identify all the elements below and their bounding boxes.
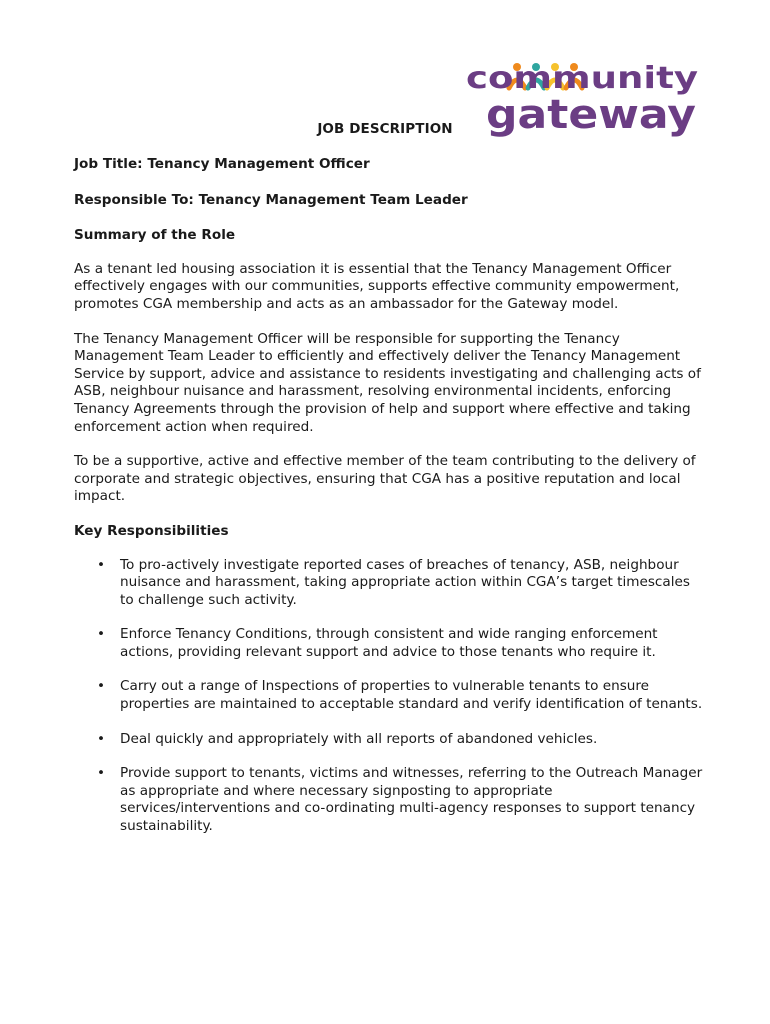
bullet-icon: • bbox=[97, 730, 106, 747]
responsibility-text: Carry out a range of Inspections of properties to vulnerable tenants to ensure properties are maintained to acceptable standard and verify identification of tenants. bbox=[120, 678, 703, 713]
responsibility-text: Deal quickly and appropriately with all reports of abandoned vehicles. bbox=[120, 730, 598, 747]
document-body bbox=[74, 156, 704, 853]
bullet-icon: • bbox=[97, 678, 106, 695]
responsibilities-list bbox=[74, 557, 704, 836]
responsibility-text: To pro-actively investigate reported cases of breaches of tenancy, ASB, neighbour nuisance and harassment, taking appropriate action within CGA’s target timescales to challenge such activity. bbox=[120, 556, 690, 608]
logo-word-community: community bbox=[466, 61, 699, 96]
summary-paragraph: To be a supportive, active and effective member of the team contributing to the delivery of corporate and strategic objectives, ensuring that CGA has a positive reputation and local impact. bbox=[74, 453, 696, 505]
responsibility-item bbox=[74, 557, 704, 610]
responsibility-item bbox=[74, 731, 704, 749]
job-title: Job Title: Tenancy Management Officer bbox=[74, 156, 370, 172]
responsibility-item bbox=[74, 626, 704, 661]
key-responsibilities-heading: Key Responsibilities bbox=[74, 522, 229, 539]
bullet-icon: • bbox=[97, 765, 106, 782]
responsibility-item bbox=[74, 678, 704, 713]
summary-heading: Summary of the Role bbox=[74, 227, 236, 244]
summary-paragraph: The Tenancy Management Officer will be responsible for supporting the Tenancy Management Team Leader to efficiently and effectively deliver the Tenancy Management Service by support, advice and assistance to residents investigating and challenging acts of ASB, neighbour nuisance and harassment, resolving environmental incidents, enforcing Tenancy Agreements through the provision of help and support where effective and taking enforcement action when required. bbox=[74, 330, 701, 435]
responsibility-text: Enforce Tenancy Conditions, through consistent and wide ranging enforcement actions, providing relevant support and advice to those tenants who require it. bbox=[120, 626, 658, 660]
logo-word-gateway: gateway bbox=[486, 92, 696, 138]
responsible-to: Responsible To: Tenancy Management Team Leader bbox=[74, 191, 468, 208]
bullet-icon: • bbox=[97, 556, 106, 573]
responsibility-text: Provide support to tenants, victims and witnesses, referring to the Outreach Manager as appropriate and where necessary signposting to appropriate services/interventions and co-ordinating multi-agency responses to support tenancy sustainability. bbox=[120, 765, 703, 835]
summary-paragraph: As a tenant led housing association it is essential that the Tenancy Management Officer effectively engages with our communities, supports effective community empowerment, promotes CGA membership and acts as an ambassador for the Gateway model. bbox=[74, 260, 680, 312]
document-heading: JOB DESCRIPTION bbox=[317, 121, 453, 137]
bullet-icon: • bbox=[97, 626, 106, 643]
responsibility-item bbox=[74, 765, 704, 835]
